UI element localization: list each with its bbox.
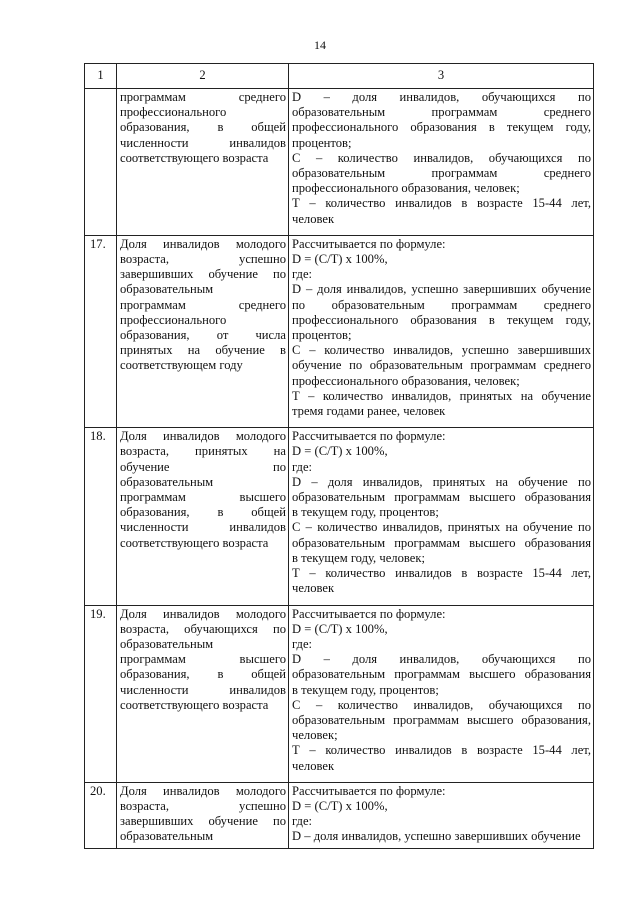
indicator-name-cell bbox=[117, 235, 289, 427]
text-line: Рассчитывается по формуле: bbox=[292, 783, 446, 798]
header-col-3: 3 bbox=[289, 64, 594, 89]
text-line: D – доля инвалидов, обучающихся по bbox=[292, 652, 591, 667]
text-line: D = (C/T) х 100%, bbox=[292, 798, 388, 813]
text-line: образовательным программам среднего bbox=[292, 105, 591, 120]
calculation-method-cell bbox=[289, 235, 594, 427]
row-number bbox=[85, 89, 117, 236]
text-line: Рассчитывается по формуле: bbox=[292, 236, 446, 251]
text-line: D – доля инвалидов, обучающихся по bbox=[292, 90, 591, 104]
text-line: образования, в общей bbox=[120, 120, 286, 135]
text-line: С – количество инвалидов, принятых на обучение по bbox=[292, 520, 591, 535]
text-line: Доля инвалидов молодого bbox=[120, 429, 286, 444]
text-line: профессионального образования, человек; bbox=[292, 181, 520, 196]
text-line: профессионального образования, человек; bbox=[292, 373, 520, 388]
text-line: D = (C/T) х 100%, bbox=[292, 252, 388, 267]
text-line: соответствующего возраста bbox=[120, 535, 269, 550]
table-row bbox=[85, 89, 594, 236]
text-line: возраста, успешно bbox=[120, 252, 286, 267]
text-line: где: bbox=[292, 459, 313, 474]
indicator-name-cell bbox=[117, 782, 289, 848]
text-line: образования, от числа bbox=[120, 328, 286, 343]
calculation-method-cell bbox=[289, 782, 594, 848]
table-header-row bbox=[85, 64, 594, 89]
text-line: профессионального образования в текущем году, bbox=[292, 312, 591, 327]
text-line: Доля инвалидов молодого bbox=[120, 783, 286, 798]
text-line: D = (C/T) х 100%, bbox=[292, 621, 388, 636]
text-line: С – количество инвалидов, успешно завершивших bbox=[292, 343, 591, 358]
text-line: Т – количество инвалидов, принятых на обучение bbox=[292, 388, 591, 403]
table-row bbox=[85, 428, 594, 605]
text-line: численности инвалидов bbox=[120, 682, 286, 697]
text-line: С – количество инвалидов, обучающихся по bbox=[292, 150, 591, 165]
text-line: где: bbox=[292, 267, 313, 282]
text-line: профессионального bbox=[120, 312, 227, 327]
text-line: процентов; bbox=[292, 328, 352, 343]
text-line: принятых на обучение в bbox=[120, 343, 286, 358]
text-line: человек; bbox=[292, 728, 338, 743]
text-line: Т – количество инвалидов в возрасте 15-44 лет, bbox=[292, 566, 591, 581]
text-line: в текущем году, процентов; bbox=[292, 682, 439, 697]
indicator-table bbox=[84, 63, 594, 849]
text-line: где: bbox=[292, 636, 313, 651]
row-number: 17. bbox=[85, 235, 117, 427]
text-line: образовательным bbox=[120, 474, 214, 489]
text-line: профессионального bbox=[120, 105, 227, 120]
text-line: D – доля инвалидов, успешно завершивших обучение bbox=[292, 829, 581, 844]
text-line: D – доля инвалидов, принятых на обучение по bbox=[292, 474, 591, 489]
text-line: численности инвалидов bbox=[120, 135, 286, 150]
text-line: программам среднего bbox=[120, 297, 286, 312]
text-line: программам среднего bbox=[120, 90, 286, 104]
header-col-1: 1 bbox=[85, 64, 117, 89]
row-number: 18. bbox=[85, 428, 117, 605]
text-line: обучение по bbox=[120, 459, 286, 474]
text-line: образовательным программам высшего образования bbox=[292, 667, 591, 682]
page-number: 14 bbox=[314, 38, 326, 52]
text-line: профессионального образования в текущем году, bbox=[292, 120, 591, 135]
text-line: Доля инвалидов молодого bbox=[120, 236, 286, 251]
text-line: образовательным программам среднего bbox=[292, 166, 591, 181]
text-line: процентов; bbox=[292, 135, 352, 150]
text-line: образовательным bbox=[120, 829, 214, 844]
text-line: тремя годами ранее, человек bbox=[292, 404, 446, 419]
text-line: соответствующего возраста bbox=[120, 150, 269, 165]
text-line: завершивших обучение по bbox=[120, 814, 286, 829]
text-line: человек bbox=[292, 581, 335, 596]
text-line: Т – количество инвалидов в возрасте 15-44 лет, bbox=[292, 743, 591, 758]
text-line: Рассчитывается по формуле: bbox=[292, 429, 446, 444]
text-line: возраста, обучающихся по bbox=[120, 621, 286, 636]
table-row bbox=[85, 235, 594, 427]
table-row bbox=[85, 782, 594, 848]
table-row bbox=[85, 605, 594, 782]
text-line: в текущем году, человек; bbox=[292, 550, 425, 565]
text-line: программам высшего bbox=[120, 652, 286, 667]
text-line: образовательным программам высшего образования, bbox=[292, 712, 591, 727]
text-line: образовательным bbox=[120, 282, 214, 297]
calculation-method-cell bbox=[289, 605, 594, 782]
calculation-method-cell bbox=[289, 89, 594, 236]
text-line: D = (C/T) х 100%, bbox=[292, 444, 388, 459]
header-col-2: 2 bbox=[117, 64, 289, 89]
text-line: Рассчитывается по формуле: bbox=[292, 606, 446, 621]
indicator-name-cell bbox=[117, 605, 289, 782]
text-line: где: bbox=[292, 814, 313, 829]
text-line: соответствующем году bbox=[120, 358, 243, 373]
text-line: С – количество инвалидов, обучающихся по bbox=[292, 697, 591, 712]
indicator-name-cell bbox=[117, 428, 289, 605]
text-line: программам высшего bbox=[120, 490, 286, 505]
text-line: возраста, успешно bbox=[120, 798, 286, 813]
calculation-method-cell bbox=[289, 428, 594, 605]
text-line: Доля инвалидов молодого bbox=[120, 606, 286, 621]
text-line: возраста, принятых на bbox=[120, 444, 286, 459]
text-line: по образовательным программам среднего bbox=[292, 297, 591, 312]
text-line: численности инвалидов bbox=[120, 520, 286, 535]
text-line: образования, в общей bbox=[120, 505, 286, 520]
text-line: D – доля инвалидов, успешно завершивших обучение bbox=[292, 282, 591, 297]
text-line: образования, в общей bbox=[120, 667, 286, 682]
row-number: 19. bbox=[85, 605, 117, 782]
text-line: человек bbox=[292, 211, 335, 226]
text-line: Т – количество инвалидов в возрасте 15-44 лет, bbox=[292, 196, 591, 211]
text-line: обучение по образовательным программам среднего bbox=[292, 358, 591, 373]
text-line: образовательным программам высшего образования bbox=[292, 535, 591, 550]
text-line: образовательным программам высшего образования bbox=[292, 490, 591, 505]
text-line: в текущем году, процентов; bbox=[292, 505, 439, 520]
text-line: соответствующего возраста bbox=[120, 697, 269, 712]
indicator-name-cell bbox=[117, 89, 289, 236]
text-line: образовательным bbox=[120, 636, 214, 651]
row-number: 20. bbox=[85, 782, 117, 848]
text-line: человек bbox=[292, 758, 335, 773]
text-line: завершивших обучение по bbox=[120, 267, 286, 282]
